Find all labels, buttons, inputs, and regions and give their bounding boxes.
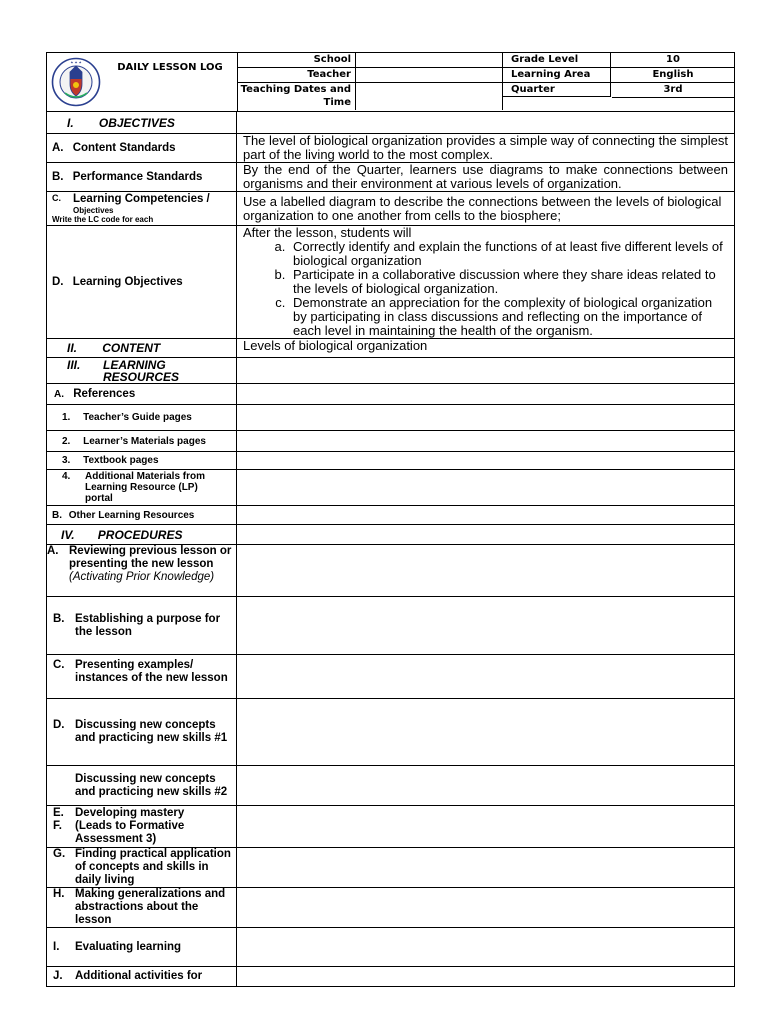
procedure-label (53, 970, 236, 983)
row-label (47, 806, 237, 848)
section-resources-wrap (67, 359, 236, 383)
procedure-label (47, 545, 236, 584)
row-marker: E. (53, 807, 64, 819)
row-label (47, 928, 237, 967)
learning-area-value[interactable]: English (652, 69, 694, 80)
section-number: I. (67, 115, 74, 130)
row-marker: A. (54, 389, 64, 400)
quarter-value[interactable]: 3rd (612, 83, 734, 98)
row-label (47, 452, 237, 470)
field-label: School (238, 53, 356, 67)
row-label-text: Textbook pages (83, 455, 159, 466)
empty-cell[interactable] (237, 506, 735, 525)
section-objectives (47, 112, 237, 134)
grade-level-value[interactable]: 10 (666, 54, 680, 65)
row-label-text: (Leads to Formative Assessment 3) (75, 820, 185, 845)
row-marker: B. (53, 612, 65, 625)
row-marker: 2. (62, 435, 71, 447)
row-marker: A. (52, 142, 64, 154)
procedure-label-block (69, 545, 236, 584)
section-row (47, 112, 735, 134)
daily-lesson-log (46, 52, 735, 987)
procedure-label (53, 719, 236, 745)
row-label (47, 431, 237, 452)
row-label-text: Teacher’s Guide pages (83, 412, 192, 423)
row-marker: G. (53, 848, 66, 860)
row-label (47, 384, 237, 405)
row-label-text: Other Learning Resources (68, 509, 195, 521)
procedure-row (47, 888, 735, 928)
table-row (47, 226, 735, 339)
objectives-intro: After the lesson, students will (243, 225, 412, 240)
row-label (47, 506, 237, 525)
performance-standards-text[interactable]: By the end of the Quarter, learners use diagrams to make connections between organisms and their environment at various levels of organization. (237, 163, 735, 192)
section-title: PROCEDURES (97, 527, 183, 542)
row-sublabel: Objectives (73, 206, 114, 215)
header-fields (238, 53, 734, 111)
procedure-row (47, 655, 735, 699)
learning-objectives-cell[interactable] (237, 226, 735, 339)
procedure-label (53, 773, 236, 799)
table-row (47, 506, 735, 525)
field-label: Teaching Dates and Time (238, 83, 356, 110)
row-marker: C. (53, 659, 65, 671)
teacher-value[interactable] (357, 68, 503, 82)
section-title: LEARNING RESOURCES (103, 357, 180, 384)
empty-cell[interactable] (237, 848, 735, 888)
section-number: IV. (61, 527, 75, 542)
logo-cell (47, 53, 238, 111)
content-standards-text[interactable]: The level of biological organization provides a simple way of connecting the simplest part of the living world to the most complex. (237, 134, 735, 163)
row-marker: A. (47, 545, 59, 557)
row-label (47, 699, 237, 766)
row-label (47, 405, 237, 431)
row-label-text: Performance Standards (72, 171, 203, 183)
row-label-text: Discussing new concepts and practicing new skills #2 (75, 772, 228, 798)
table-row (47, 470, 735, 506)
row-label (47, 545, 237, 597)
field-label: Grade Level (503, 53, 611, 67)
row-label-text: Additional activities for (75, 970, 203, 982)
row-label-text: Additional Materials from Learning Resource (LP) portal (85, 471, 206, 504)
row-sublabel: Write the LC code for each (52, 215, 154, 224)
row-label (47, 192, 237, 226)
section-number: II. (67, 341, 78, 355)
row-note: (Activating Prior Knowledge) (69, 571, 215, 583)
row-marker: I. (53, 940, 60, 953)
competencies-text[interactable]: Use a labelled diagram to describe the connections between the levels of biological organization to one another from cells to the biosphere; (237, 192, 735, 226)
row-label (47, 888, 237, 928)
page-title: DAILY LESSON LOG (117, 62, 223, 73)
row-marker: J. (53, 970, 63, 982)
field-label: Quarter (503, 83, 611, 97)
row-label-text: Learning Objectives (72, 276, 183, 288)
empty-cell[interactable] (237, 888, 735, 928)
empty-cell[interactable] (237, 806, 735, 848)
section-row (47, 525, 735, 545)
field-label: Teacher (238, 68, 356, 82)
row-marker: 3. (62, 455, 71, 466)
list-item: c. Demonstrate an appreciation for the complexity of biological organization by participating in class discussions and reflecting on the importance of each level in maintaining the health of the organism. (289, 296, 728, 338)
row-label (47, 848, 237, 888)
procedure-label (53, 888, 236, 927)
table-row (47, 405, 735, 431)
row-marker: 4. (62, 471, 71, 482)
section-content (47, 339, 237, 358)
row-marker: B. (52, 171, 64, 183)
table-row (47, 384, 735, 405)
svg-text:★ ★ ★: ★ ★ ★ (70, 60, 82, 65)
row-label-text: Making generalizations and abstractions about the lesson (75, 888, 226, 926)
empty-cell[interactable] (237, 655, 735, 699)
school-value[interactable] (357, 53, 503, 67)
row-marker: B. (52, 509, 62, 521)
header (46, 52, 735, 111)
row-label-text: Evaluating learning (75, 940, 182, 953)
procedure-row (47, 545, 735, 597)
row-label-text: Finding practical application of concepts and skills in daily living (75, 848, 231, 886)
empty-cell[interactable] (237, 470, 735, 506)
row-label-text: Presenting examples/ instances of the new lesson (75, 659, 228, 684)
row-label (47, 766, 237, 806)
row-label-text: Learner’s Materials pages (83, 435, 206, 447)
row-label (47, 163, 237, 192)
content-text[interactable]: Levels of biological organization (237, 339, 735, 358)
procedure-label (53, 848, 236, 887)
competencies-label-block (52, 193, 210, 224)
empty-cell[interactable] (237, 597, 735, 655)
row-label-text: Discussing new concepts and practicing new skills #1 (75, 719, 228, 744)
header-row (238, 68, 734, 83)
table-row (47, 431, 735, 452)
lesson-table (46, 111, 735, 987)
row-label-text: Learning Competencies / (73, 193, 210, 205)
row-label (47, 134, 237, 163)
row-marker: D. (52, 276, 64, 288)
procedure-row (47, 928, 735, 967)
row-label-text: References (73, 388, 136, 400)
procedure-label (53, 613, 236, 639)
empty-cell[interactable] (237, 384, 735, 405)
competencies-label (52, 193, 236, 224)
empty-cell[interactable] (237, 928, 735, 967)
empty-cell[interactable] (237, 358, 735, 384)
empty-cell[interactable] (237, 452, 735, 470)
row-label (47, 226, 237, 339)
empty-cell[interactable] (237, 545, 735, 597)
teaching-dates-value[interactable] (357, 83, 503, 110)
additional-materials-label (62, 471, 236, 504)
empty-cell[interactable] (237, 699, 735, 766)
section-row (47, 339, 735, 358)
section-procedures (47, 525, 237, 545)
procedure-row (47, 848, 735, 888)
header-row (238, 53, 734, 68)
procedure-row (47, 699, 735, 766)
row-marker: C. (52, 193, 61, 203)
field-label: Learning Area (503, 68, 611, 82)
section-title: OBJECTIVES (98, 115, 175, 130)
section-row (47, 358, 735, 384)
row-label-text: Developing mastery (75, 807, 185, 819)
row-label-text: Reviewing previous lesson or presenting the new lesson (69, 545, 232, 570)
row-label (47, 655, 237, 699)
procedure-row (47, 766, 735, 806)
row-label (47, 597, 237, 655)
table-row (47, 163, 735, 192)
table-row (47, 134, 735, 163)
deped-seal-icon (51, 57, 101, 107)
row-label-text: Content Standards (72, 142, 176, 154)
procedure-row (47, 967, 735, 987)
list-item: b. Participate in a collaborative discussion where they share ideas related to the levels of biological organization. (289, 268, 728, 296)
row-label (47, 470, 237, 506)
empty-cell[interactable] (237, 405, 735, 431)
row-markers (53, 807, 75, 833)
list-item: a. Correctly identify and explain the functions of at least five different levels of biological organization (289, 240, 728, 268)
table-row (47, 192, 735, 226)
header-row (238, 83, 734, 110)
procedure-label (53, 659, 236, 685)
procedure-label (53, 941, 236, 954)
row-marker: F. (53, 820, 62, 832)
empty-cell[interactable] (237, 431, 735, 452)
row-marker: H. (53, 888, 65, 900)
section-title: CONTENT (102, 341, 161, 355)
empty-cell[interactable] (237, 967, 735, 987)
empty-cell[interactable] (237, 112, 735, 134)
procedure-row (47, 597, 735, 655)
empty-cell[interactable] (237, 766, 735, 806)
procedure-row (47, 806, 735, 848)
section-number: III. (67, 357, 81, 372)
row-label-text: Establishing a purpose for the lesson (75, 612, 221, 638)
row-marker: 1. (62, 412, 71, 423)
objectives-list (243, 240, 728, 338)
table-row (47, 452, 735, 470)
row-marker: D. (53, 719, 65, 731)
row-label (47, 967, 237, 987)
procedure-label (53, 807, 236, 846)
section-resources (47, 358, 237, 384)
empty-cell[interactable] (237, 525, 735, 545)
procedure-label-block (75, 807, 236, 846)
